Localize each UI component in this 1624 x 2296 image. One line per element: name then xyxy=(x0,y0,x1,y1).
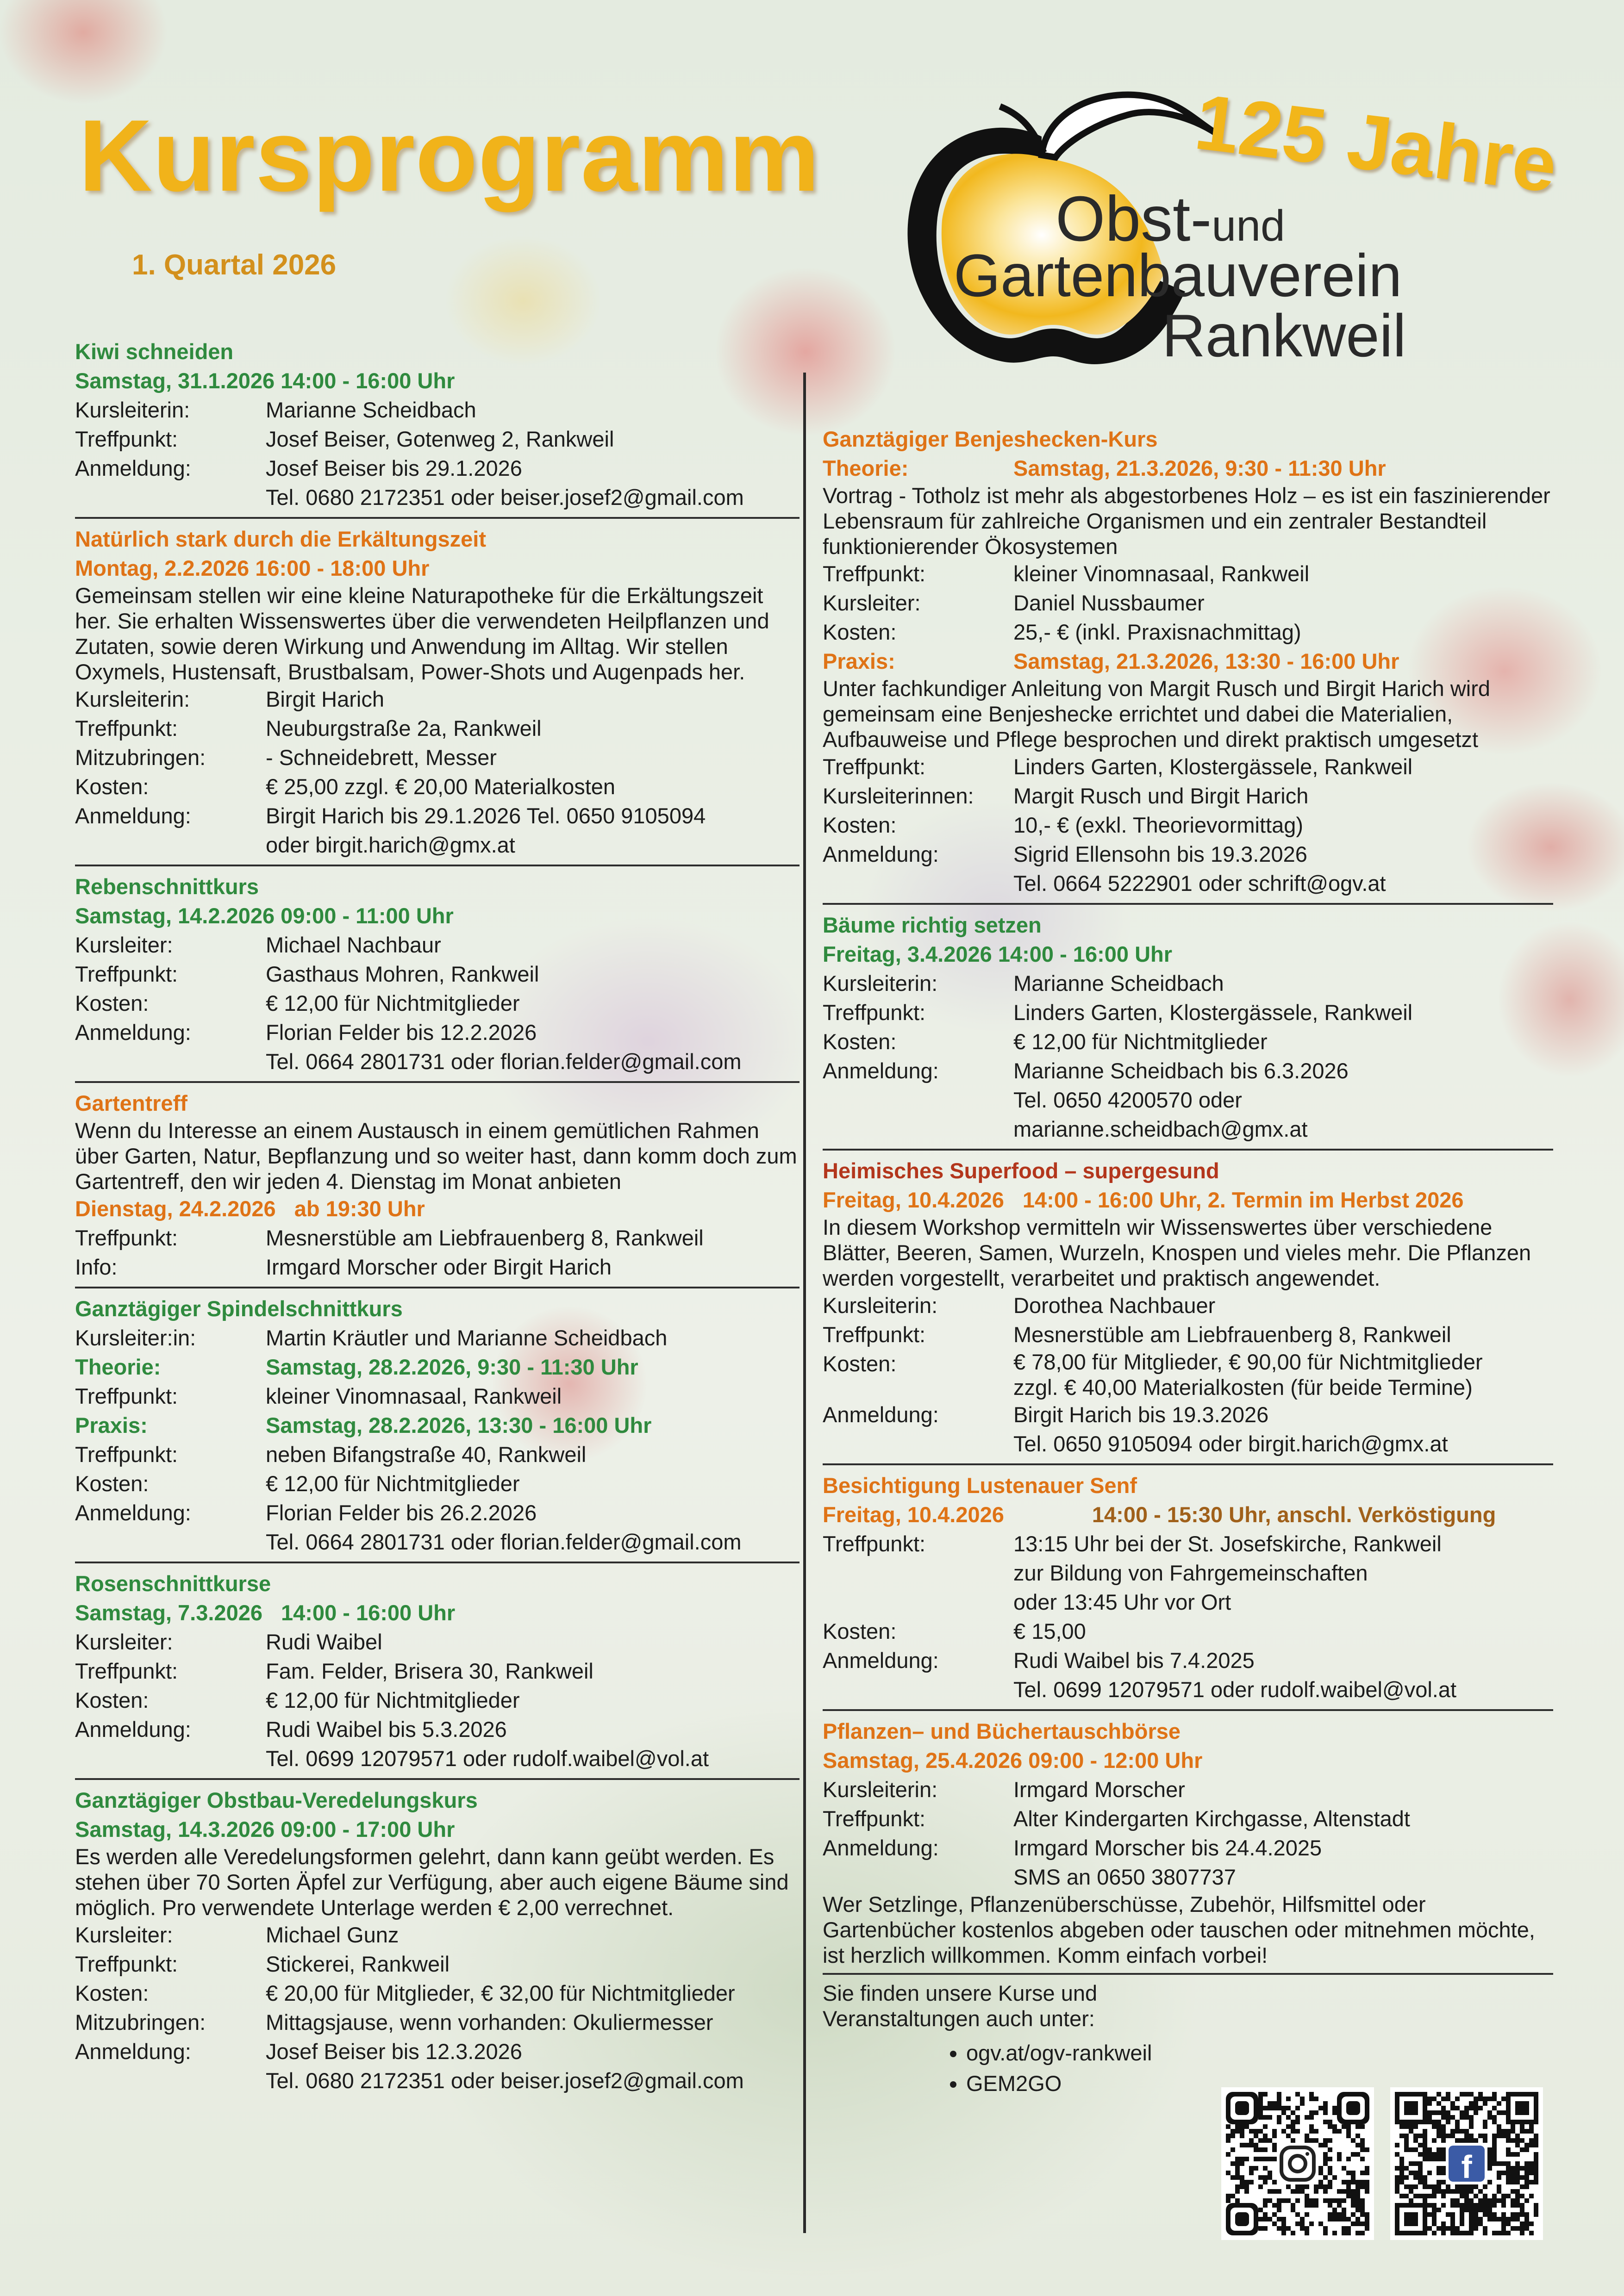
info-value: Sigrid Ellensohn bis 19.3.2026 Tel. 0664 5222901 oder schrift@ogv.at xyxy=(1013,842,1386,896)
info-row xyxy=(823,969,1553,998)
section-divider xyxy=(823,903,1553,905)
info-row xyxy=(75,1381,800,1411)
course-date: Samstag, 14.3.2026 09:00 - 17:00 Uhr xyxy=(75,1817,455,1842)
info-row xyxy=(75,714,800,743)
info-row xyxy=(823,1617,1553,1646)
info-value: Josef Beiser bis 12.3.2026 Tel. 0680 2172351 oder beiser.josef2@gmail.com xyxy=(266,2039,744,2093)
info-label: Treffpunkt: xyxy=(823,1806,926,1831)
info-label: Anmeldung: xyxy=(75,1020,191,1045)
course-title: Rebenschnittkurs xyxy=(75,874,259,899)
section-divider xyxy=(823,1149,1553,1151)
info-value: € 15,00 xyxy=(1013,1619,1086,1643)
page-title: Kursprogramm xyxy=(79,99,820,212)
info-value: Michael Gunz xyxy=(266,1923,399,1947)
info-value: Rudi Waibel xyxy=(266,1630,382,1654)
time-text: ab 19:30 Uhr xyxy=(294,1196,425,1221)
info-row xyxy=(823,1400,1553,1458)
info-row xyxy=(823,1027,1553,1056)
info-row xyxy=(75,959,800,989)
info-value: Mittagsjause, wenn vorhanden: Okuliermesser xyxy=(266,2010,713,2035)
info-row xyxy=(823,781,1553,810)
date-text: Dienstag, 24.2.2026 xyxy=(75,1196,276,1221)
course-rosen xyxy=(75,1569,800,1773)
info-value: Linders Garten, Klostergässele, Rankweil xyxy=(1013,1000,1413,1025)
course-title: Rosenschnittkurse xyxy=(75,1571,271,1596)
info-label: Kosten: xyxy=(823,620,897,644)
section-divider xyxy=(75,1778,800,1780)
info-label: Treffpunkt: xyxy=(823,1000,926,1025)
info-value: Stickerei, Rankweil xyxy=(266,1952,450,1976)
info-value: Rudi Waibel bis 5.3.2026 Tel. 0699 12079571 oder rudolf.waibel@vol.at xyxy=(266,1717,709,1771)
info-value: Florian Felder bis 26.2.2026 Tel. 0664 2801731 oder florian.felder@gmail.com xyxy=(266,1500,742,1554)
info-label: Treffpunkt: xyxy=(823,754,926,779)
practice-label: Praxis: xyxy=(75,1413,148,1437)
org-name-line2: Gartenbauverein xyxy=(954,242,1402,309)
course-title: Bäume richtig setzen xyxy=(823,913,1042,937)
info-value: Florian Felder bis 12.2.2026 Tel. 0664 2801731 oder florian.felder@gmail.com xyxy=(266,1020,742,1074)
practice-description: Unter fachkundiger Anleitung von Margit Rusch und Birgit Harich wird gemeinsam eine Benjeshecke errichtet und dabei die Materialien, Aufbauweise und Pflege besprochen und direkt praktisch umgesetzt xyxy=(823,676,1491,752)
practice-date-row xyxy=(823,647,1553,676)
date-text: Freitag, 10.4.2026 xyxy=(823,1502,1004,1527)
info-label: Kursleiterin: xyxy=(75,398,190,422)
info-row xyxy=(823,810,1553,840)
qr-pattern xyxy=(1390,2087,1543,2240)
course-title: Heimisches Superfood – supergesund xyxy=(823,1158,1219,1183)
course-title: Kiwi schneiden xyxy=(75,339,234,364)
time-text: 14:00 - 16:00 Uhr, 2. Termin im Herbst 2026 xyxy=(1022,1188,1464,1212)
info-row xyxy=(75,1323,800,1352)
info-row xyxy=(823,840,1553,898)
info-row xyxy=(75,1979,800,2008)
course-date xyxy=(75,1598,800,1627)
info-row xyxy=(75,454,800,512)
info-label: Kursleiterin: xyxy=(823,971,938,996)
info-row xyxy=(823,1291,1553,1320)
theory-label: Theorie: xyxy=(75,1355,161,1379)
link-gem2go[interactable]: • GEM2GO xyxy=(966,2068,1193,2099)
info-row xyxy=(75,424,800,454)
course-date: Freitag, 3.4.2026 14:00 - 16:00 Uhr xyxy=(823,942,1173,966)
course-date xyxy=(823,1185,1553,1214)
quarter-subtitle: 1. Quartal 2026 xyxy=(132,249,337,281)
link-website[interactable]: • ogv.at/ogv-rankweil xyxy=(966,2038,1193,2068)
theory-date: Samstag, 28.2.2026, 9:30 - 11:30 Uhr xyxy=(266,1355,638,1379)
info-value: € 20,00 für Mitglieder, € 32,00 für Nichtmitglieder xyxy=(266,1981,735,2005)
info-label: Treffpunkt: xyxy=(75,716,178,740)
info-row xyxy=(75,1715,800,1773)
info-value: Irmgard Morscher oder Birgit Harich xyxy=(266,1255,612,1279)
info-row xyxy=(75,989,800,1018)
svg-text:f: f xyxy=(1461,2149,1472,2185)
course-description: Gemeinsam stellen wir eine kleine Naturapotheke für die Erkältungszeit her. Sie erhalten Wissenswertes über die verwendeten Heilpflanzen und Zutaten, sowie deren Wirkung und Anwendung im Alltag. Wir stellen Oxymels, Hustensaft, Brustbalsam, Power-Shots und Augenpads her. xyxy=(75,583,769,684)
course-title: Natürlich stark durch die Erkältungszeit xyxy=(75,527,486,551)
info-label: Kursleiter: xyxy=(823,591,921,615)
course-description: Wenn du Interesse an einem Austausch in einem gemütlichen Rahmen über Garten, Natur, Bepflanzung und so weiter hast, dann komm doch zum Gartentreff, den wir jeden 4. Dienstag im Monat anbieten xyxy=(75,1118,797,1194)
info-label: Treffpunkt: xyxy=(823,1322,926,1347)
info-value: Marianne Scheidbach xyxy=(1013,971,1224,996)
course-veredelung xyxy=(75,1786,800,2095)
info-row xyxy=(823,998,1553,1027)
info-label: Kosten: xyxy=(823,813,897,837)
info-value: Gasthaus Mohren, Rankweil xyxy=(266,962,539,986)
info-row xyxy=(75,1018,800,1076)
course-description: Es werden alle Veredelungsformen gelehrt, dann kann geübt werden. Es stehen über 70 Sorten Äpfel zur Verfügung, aber auch eigene Bäume sind möglich. Pro verwendete Unterlage werden € 2,00 verrechnet. xyxy=(75,1844,789,1920)
info-row xyxy=(75,684,800,714)
practice-label: Praxis: xyxy=(823,649,895,673)
course-title: Gartentreff xyxy=(75,1091,187,1115)
info-value: Josef Beiser, Gotenweg 2, Rankweil xyxy=(266,427,614,451)
org-name-line1: Obst-und xyxy=(1056,183,1285,255)
info-label: Treffpunkt: xyxy=(75,962,178,986)
facebook-qr-code[interactable] xyxy=(1390,2087,1543,2240)
course-description: Wer Setzlinge, Pflanzenüberschüsse, Zubehör, Hilfsmittel oder Gartenbücher kostenlos abgeben oder tauschen oder mitnehmen möchte, ist herzlich willkommen. Komm einfach vorbei! xyxy=(823,1892,1535,1967)
info-value: Fam. Felder, Brisera 30, Rankweil xyxy=(266,1659,593,1683)
footer-info xyxy=(823,1980,1193,2099)
info-row xyxy=(75,1498,800,1556)
course-tausch xyxy=(823,1717,1553,1968)
info-row xyxy=(75,1469,800,1498)
info-value: € 12,00 für Nichtmitglieder xyxy=(266,1688,520,1712)
section-divider xyxy=(823,1463,1553,1465)
info-label: Treffpunkt: xyxy=(75,427,178,451)
info-label: Kosten: xyxy=(75,1471,149,1496)
theory-date-row xyxy=(823,454,1553,483)
info-row xyxy=(75,1686,800,1715)
info-value: 13:15 Uhr bei der St. Josefskirche, Rankweil zur Bildung von Fahrgemeinschaften oder 13:45 Uhr vor Ort xyxy=(1013,1531,1442,1614)
info-row xyxy=(75,1949,800,1979)
course-erkaeltung xyxy=(75,524,800,859)
link-list xyxy=(823,2038,1193,2099)
course-title: Ganztägiger Benjeshecken-Kurs xyxy=(823,427,1158,451)
org-name-line3: Rankweil xyxy=(1162,302,1406,369)
info-value: Alter Kindergarten Kirchgasse, Altenstadt xyxy=(1013,1806,1410,1831)
info-label: Treffpunkt: xyxy=(75,1442,178,1467)
date-text: Samstag, 7.3.2026 xyxy=(75,1600,262,1625)
section-divider xyxy=(75,517,800,519)
info-value: 10,- € (exkl. Theorievormittag) xyxy=(1013,813,1304,837)
info-label: Mitzubringen: xyxy=(75,2010,206,2035)
course-gartentreff xyxy=(75,1089,800,1282)
course-title: Ganztägiger Obstbau-Veredelungskurs xyxy=(75,1788,478,1812)
course-title: Besichtigung Lustenauer Senf xyxy=(823,1473,1137,1498)
info-value: Rudi Waibel bis 7.4.2025 Tel. 0699 12079571 oder rudolf.waibel@vol.at xyxy=(1013,1648,1457,1702)
info-value: Birgit Harich bis 19.3.2026 Tel. 0650 9105094 oder birgit.harich@gmx.at xyxy=(1013,1402,1448,1456)
info-value: Daniel Nussbaumer xyxy=(1013,591,1205,615)
info-label: Kursleiter: xyxy=(75,933,173,957)
info-row xyxy=(75,2037,800,2095)
facebook-icon xyxy=(1446,2143,1487,2185)
course-date: Samstag, 14.2.2026 09:00 - 11:00 Uhr xyxy=(75,903,454,928)
info-row xyxy=(823,588,1553,617)
time-text: 14:00 - 16:00 Uhr xyxy=(281,1600,456,1625)
footer-text: Sie finden unsere Kurse und Veranstaltungen auch unter: xyxy=(823,1981,1098,2031)
info-label: Kursleiterin: xyxy=(823,1777,938,1802)
info-label: Kosten: xyxy=(75,1688,149,1712)
theory-description: Vortrag - Totholz ist mehr als abgestorbenes Holz – es ist ein faszinierender Lebensraum für zahlreiche Organismen und ein zentraler Bestandteil funktionierender Ökosystemen xyxy=(823,483,1550,559)
info-row xyxy=(75,801,800,859)
info-label: Anmeldung: xyxy=(823,842,939,866)
info-row xyxy=(75,1627,800,1656)
course-date xyxy=(823,1500,1553,1529)
practice-date: Samstag, 28.2.2026, 13:30 - 16:00 Uhr xyxy=(266,1413,652,1437)
section-divider xyxy=(75,865,800,866)
course-reben xyxy=(75,872,800,1076)
info-label: Mitzubringen: xyxy=(75,745,206,770)
info-row xyxy=(823,1833,1553,1892)
info-row xyxy=(823,617,1553,647)
info-label: Anmeldung: xyxy=(823,1648,939,1673)
info-row xyxy=(823,1775,1553,1804)
info-label: Kursleiter:in: xyxy=(75,1325,196,1350)
section-divider xyxy=(75,1287,800,1288)
info-row xyxy=(823,1804,1553,1833)
info-row xyxy=(75,930,800,959)
info-label: Kosten: xyxy=(823,1351,897,1376)
info-row xyxy=(75,772,800,801)
info-value: Irmgard Morscher xyxy=(1013,1777,1185,1802)
course-description: In diesem Workshop vermitteln wir Wissenswertes über verschiedene Blätter, Beeren, Samen, Wurzeln, Knospen und vieles mehr. Die Pflanzen werden vorgestellt, verarbeitet und praktisch angewendet. xyxy=(823,1215,1531,1290)
course-date: Samstag, 25.4.2026 09:00 - 12:00 Uhr xyxy=(823,1748,1203,1773)
info-value: Birgit Harich bis 29.1.2026 Tel. 0650 9105094 oder birgit.harich@gmx.at xyxy=(266,803,706,857)
info-row xyxy=(75,1656,800,1686)
info-value: Neuburgstraße 2a, Rankweil xyxy=(266,716,542,740)
info-value: Martin Kräutler und Marianne Scheidbach xyxy=(266,1325,668,1350)
info-label: Treffpunkt: xyxy=(823,561,926,586)
info-value: € 78,00 für Mitglieder, € 90,00 für Nichtmitglieder zzgl. € 40,00 Materialkosten (für beide Termine) xyxy=(1013,1350,1483,1400)
info-label: Info: xyxy=(75,1255,118,1279)
info-label: Treffpunkt: xyxy=(75,1384,178,1408)
info-value: kleiner Vinomnasaal, Rankweil xyxy=(1013,561,1310,586)
info-label: Kosten: xyxy=(75,991,149,1015)
instagram-icon xyxy=(1277,2143,1318,2184)
info-label: Kosten: xyxy=(75,774,149,799)
course-date: Samstag, 31.1.2026 14:00 - 16:00 Uhr xyxy=(75,368,455,393)
info-row xyxy=(823,1646,1553,1704)
info-row xyxy=(823,1056,1553,1144)
info-value: Linders Garten, Klostergässele, Rankweil xyxy=(1013,754,1413,779)
info-label: Anmeldung: xyxy=(75,1500,191,1525)
info-label: Anmeldung: xyxy=(823,1836,939,1860)
info-label: Treffpunkt: xyxy=(823,1531,926,1556)
info-label: Anmeldung: xyxy=(75,803,191,828)
course-kiwi xyxy=(75,337,800,512)
qr-pattern xyxy=(1221,2087,1374,2240)
info-value: Marianne Scheidbach xyxy=(266,398,476,422)
info-value: Dorothea Nachbauer xyxy=(1013,1293,1216,1318)
info-row xyxy=(823,1320,1553,1349)
course-baeume xyxy=(823,910,1553,1144)
info-row xyxy=(75,1440,800,1469)
info-value: Marianne Scheidbach bis 6.3.2026 Tel. 0650 4200570 oder marianne.scheidbach@gmx.at xyxy=(1013,1058,1349,1141)
column-divider xyxy=(803,373,806,2233)
info-label: Kursleiterin: xyxy=(75,687,190,711)
info-label: Anmeldung: xyxy=(75,2039,191,2064)
theory-label: Theorie: xyxy=(823,456,909,480)
info-value: Birgit Harich xyxy=(266,687,384,711)
info-row xyxy=(75,1920,800,1949)
info-label: Treffpunkt: xyxy=(75,1659,178,1683)
info-value: - Schneidebrett, Messer xyxy=(266,745,497,770)
info-value: Irmgard Morscher bis 24.4.2025 SMS an 0650 3807737 xyxy=(1013,1836,1322,1889)
section-divider xyxy=(823,1709,1553,1711)
course-benjes xyxy=(823,424,1553,898)
theory-date-row xyxy=(75,1352,800,1381)
section-divider xyxy=(75,1562,800,1563)
info-label: Kursleiter: xyxy=(75,1630,173,1654)
info-label: Anmeldung: xyxy=(75,1717,191,1742)
course-title: Pflanzen– und Büchertauschbörse xyxy=(823,1719,1181,1743)
info-value: € 12,00 für Nichtmitglieder xyxy=(266,991,520,1015)
practice-date: Samstag, 21.3.2026, 13:30 - 16:00 Uhr xyxy=(1013,649,1399,673)
course-date: Montag, 2.2.2026 16:00 - 18:00 Uhr xyxy=(75,556,430,580)
info-value: Mesnerstüble am Liebfrauenberg 8, Rankweil xyxy=(266,1226,704,1250)
info-label: Treffpunkt: xyxy=(75,1952,178,1976)
info-value: Josef Beiser bis 29.1.2026 Tel. 0680 2172351 oder beiser.josef2@gmail.com xyxy=(266,456,744,510)
info-value: Margit Rusch und Birgit Harich xyxy=(1013,784,1309,808)
instagram-qr-code[interactable] xyxy=(1221,2087,1374,2240)
info-label: Treffpunkt: xyxy=(75,1226,178,1250)
info-label: Kosten: xyxy=(823,1029,897,1054)
course-title: Ganztägiger Spindelschnittkurs xyxy=(75,1296,403,1321)
info-value: € 12,00 für Nichtmitglieder xyxy=(266,1471,520,1496)
course-superfood xyxy=(823,1156,1553,1458)
info-row xyxy=(823,1529,1553,1617)
info-value: neben Bifangstraße 40, Rankweil xyxy=(266,1442,587,1467)
info-row xyxy=(75,1223,800,1252)
section-divider xyxy=(823,1973,1553,1975)
anniversary-badge: 125 Jahre xyxy=(1190,77,1562,210)
info-row xyxy=(823,1349,1553,1400)
info-row xyxy=(75,2008,800,2037)
info-value: € 25,00 zzgl. € 20,00 Materialkosten xyxy=(266,774,616,799)
info-value: 25,- € (inkl. Praxisnachmittag) xyxy=(1013,620,1301,644)
info-label: Kursleiterin: xyxy=(823,1293,938,1318)
course-spindel xyxy=(75,1294,800,1556)
info-value: kleiner Vinomnasaal, Rankweil xyxy=(266,1384,562,1408)
info-row xyxy=(75,395,800,424)
info-label: Kosten: xyxy=(823,1619,897,1643)
info-label: Kursleiterinnen: xyxy=(823,784,974,808)
info-value: Michael Nachbaur xyxy=(266,933,441,957)
info-label: Kosten: xyxy=(75,1981,149,2005)
section-divider xyxy=(75,1081,800,1083)
theory-date: Samstag, 21.3.2026, 9:30 - 11:30 Uhr xyxy=(1013,456,1386,480)
course-senf xyxy=(823,1471,1553,1704)
info-value: € 12,00 für Nichtmitglieder xyxy=(1013,1029,1268,1054)
course-date xyxy=(75,1194,800,1223)
time-text: 14:00 - 15:30 Uhr, anschl. Verköstigung xyxy=(1092,1502,1496,1527)
right-column xyxy=(823,424,1553,2099)
info-label: Anmeldung: xyxy=(75,456,191,480)
info-row xyxy=(823,752,1553,781)
info-label: Anmeldung: xyxy=(823,1402,939,1427)
left-column xyxy=(75,337,800,2095)
info-label: Anmeldung: xyxy=(823,1058,939,1083)
info-row xyxy=(75,743,800,772)
date-text: Freitag, 10.4.2026 xyxy=(823,1188,1004,1212)
info-value: Mesnerstüble am Liebfrauenberg 8, Rankweil xyxy=(1013,1322,1451,1347)
practice-date-row xyxy=(75,1411,800,1440)
info-label: Kursleiter: xyxy=(75,1923,173,1947)
info-row xyxy=(823,559,1553,588)
info-row xyxy=(75,1252,800,1282)
